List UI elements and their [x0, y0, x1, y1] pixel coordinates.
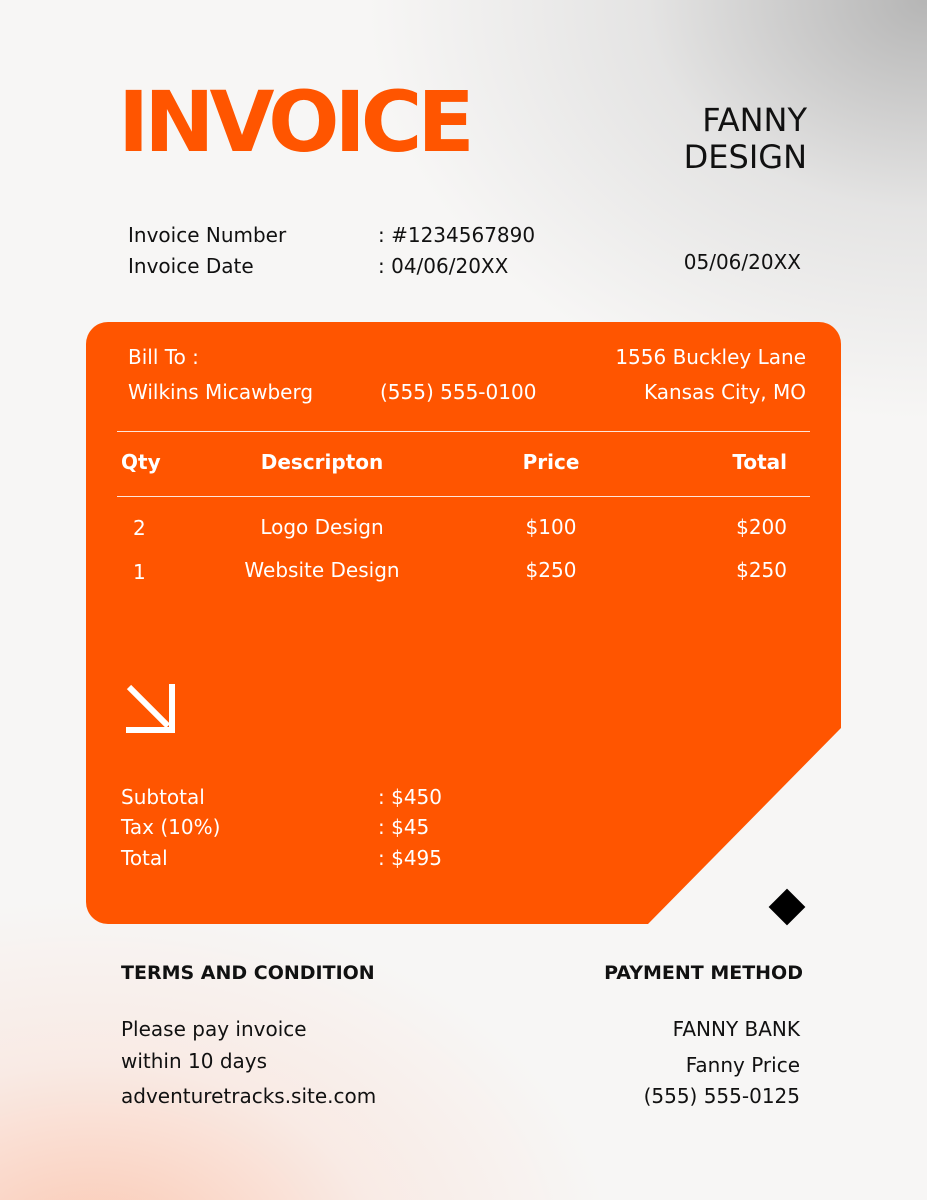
row-price: $250 [525, 558, 577, 582]
invoice-title: INVOICE [118, 73, 470, 171]
column-header-price: Price [522, 450, 580, 474]
due-date: 05/06/20XX [683, 250, 801, 274]
column-header-total: Total [732, 450, 787, 474]
invoice-number-value: : #1234567890 [378, 223, 536, 247]
diamond-icon [769, 889, 806, 926]
company-name-line2: DESIGN [683, 138, 807, 176]
table-top-divider [117, 431, 810, 432]
column-header-qty: Qty [121, 450, 161, 474]
invoice-date-value: : 04/06/20XX [378, 254, 509, 278]
payment-title: PAYMENT METHOD [604, 962, 803, 984]
terms-title: TERMS AND CONDITION [121, 962, 375, 984]
bill-to-label: Bill To : [128, 345, 199, 369]
row-qty: 1 [133, 560, 146, 584]
client-phone: (555) 555-0100 [380, 380, 537, 404]
terms-line1: Please pay invoice [121, 1017, 307, 1041]
subtotal-value: : $450 [378, 785, 442, 809]
column-header-description: Descripton [260, 450, 384, 474]
invoice-number-label: Invoice Number [128, 223, 287, 247]
client-address-line2: Kansas City, MO [643, 380, 806, 404]
row-total: $200 [736, 515, 787, 539]
row-price: $100 [525, 515, 577, 539]
row-description: Logo Design [260, 515, 384, 539]
table-header-divider [117, 496, 810, 497]
payment-name: Fanny Price [685, 1053, 800, 1077]
client-address-line1: 1556 Buckley Lane [615, 345, 806, 369]
payment-phone: (555) 555-0125 [643, 1084, 800, 1108]
client-name: Wilkins Micawberg [128, 380, 314, 404]
tax-value: : $45 [378, 815, 430, 839]
company-name-line1: FANNY [702, 101, 807, 139]
company-name [587, 102, 807, 176]
tax-label: Tax (10%) [121, 815, 221, 839]
website-text: adventuretracks.site.com [121, 1084, 377, 1108]
row-qty: 2 [133, 516, 146, 540]
row-total: $250 [736, 558, 787, 582]
total-label: Total [121, 846, 168, 870]
subtotal-label: Subtotal [121, 785, 205, 809]
row-description: Website Design [244, 558, 400, 582]
invoice-date-label: Invoice Date [128, 254, 254, 278]
terms-line2: within 10 days [121, 1049, 268, 1073]
arrow-down-right-icon [124, 682, 178, 734]
total-value: : $495 [378, 846, 442, 870]
payment-bank: FANNY BANK [672, 1017, 800, 1041]
